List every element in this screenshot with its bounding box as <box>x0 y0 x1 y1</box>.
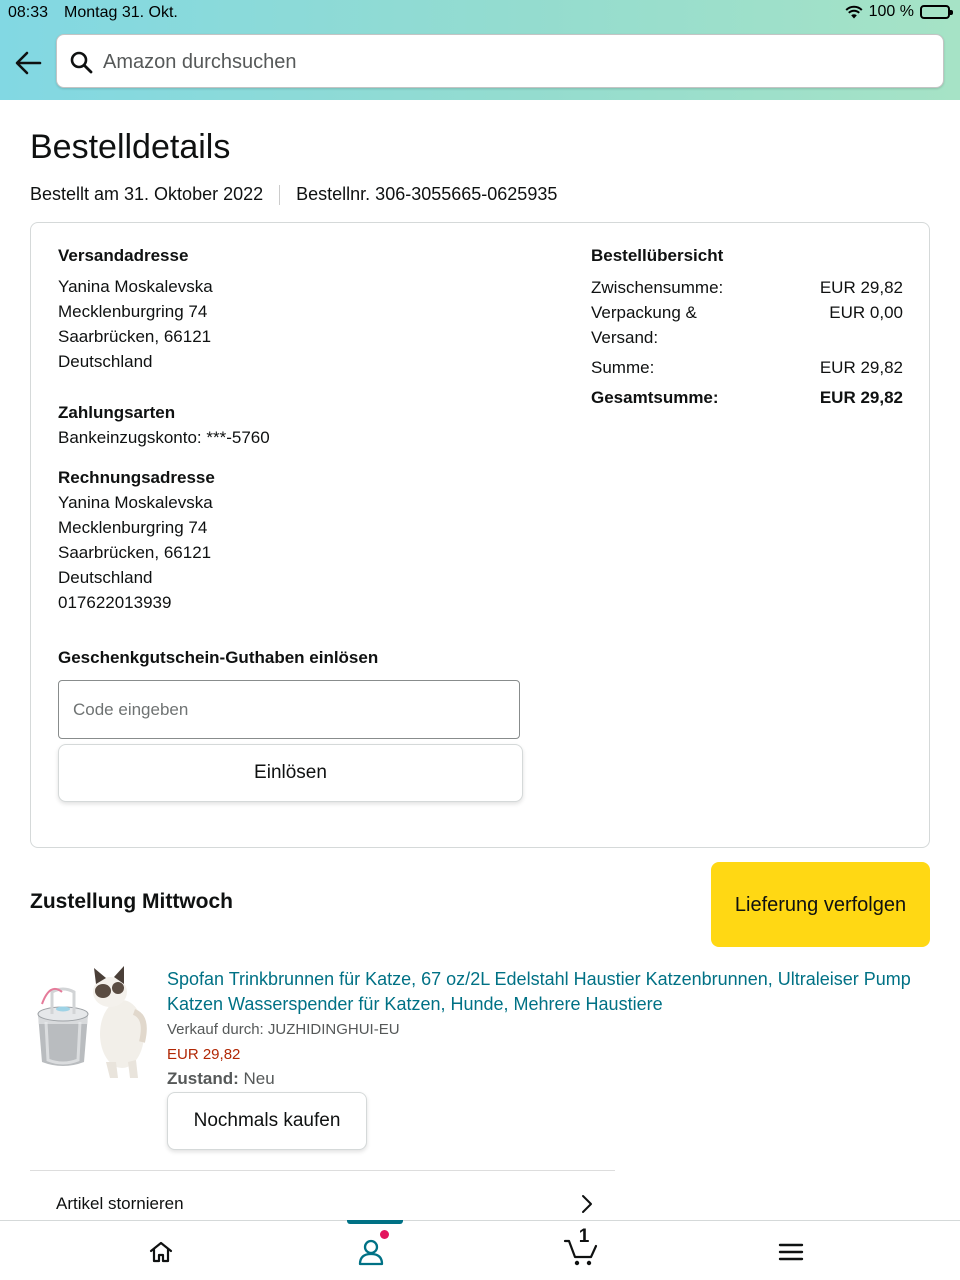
product-title-link[interactable]: Spofan Trinkbrunnen für Katze, 67 oz/2L Edelstahl Haustier Katzenbrunnen, Ultraleiser Pump Katzen Wasserspender für Katzen, Hunde, Mehrere Haustiere <box>167 969 911 1014</box>
wifi-icon <box>845 5 863 19</box>
summary-row-total <box>591 355 903 380</box>
delivery-title: Zustellung Mittwoch <box>30 890 233 913</box>
shipping-heading: Versandadresse <box>58 246 189 265</box>
search-bar[interactable] <box>56 34 944 88</box>
back-arrow-icon[interactable] <box>14 50 42 76</box>
bottom-navigation <box>0 1220 960 1280</box>
battery-percent: 100 % <box>868 3 914 20</box>
product-image[interactable] <box>30 962 152 1078</box>
summary-row-shipping <box>591 300 903 350</box>
billing-heading: Rechnungsadresse <box>58 468 215 487</box>
active-tab-indicator <box>347 1220 403 1224</box>
summary-row-subtotal <box>591 275 903 300</box>
condition-label: Zustand: <box>167 1069 239 1088</box>
home-icon <box>148 1240 174 1264</box>
buy-again-button[interactable]: Nochmals kaufen <box>167 1092 367 1150</box>
billing-line: Mecklenburgring 74 <box>58 518 208 537</box>
summary-heading: Bestellübersicht <box>591 246 724 265</box>
nav-account[interactable] <box>351 1235 391 1269</box>
cart-count: 1 <box>578 1226 590 1247</box>
summary-value: EUR 29,82 <box>819 358 903 377</box>
payment-method: Bankeinzugskonto: ***-5760 <box>58 428 270 447</box>
redeem-button[interactable]: Einlösen <box>58 744 523 802</box>
menu-icon <box>778 1241 804 1263</box>
summary-value: EUR 0,00 <box>829 303 903 322</box>
order-summary <box>591 245 903 410</box>
product-seller: Verkauf durch: JUZHIDINGHUI-EU <box>167 1021 400 1038</box>
summary-value: EUR 29,82 <box>819 388 903 407</box>
order-details-card <box>30 222 930 848</box>
battery-icon <box>920 5 950 19</box>
cancel-items-label: Artikel stornieren <box>56 1194 184 1213</box>
status-indicators <box>845 3 950 21</box>
summary-value: EUR 29,82 <box>819 278 903 297</box>
nav-home[interactable] <box>141 1235 181 1269</box>
billing-phone: 017622013939 <box>58 593 172 612</box>
status-date: Montag 31. Okt. <box>64 4 178 21</box>
top-header <box>0 0 960 100</box>
summary-label: Summe: <box>591 358 655 377</box>
gift-code-input[interactable] <box>58 680 520 739</box>
section-divider <box>30 1170 615 1171</box>
search-icon <box>69 50 93 74</box>
summary-row-grand-total <box>591 385 903 410</box>
billing-line: Yanina Moskalevska <box>58 493 213 512</box>
status-time: 08:33 <box>8 4 49 21</box>
cancel-items-row[interactable] <box>30 1186 600 1220</box>
summary-label: Verpackung & Versand: <box>591 303 697 347</box>
nav-menu[interactable] <box>771 1235 811 1269</box>
shipping-line: Mecklenburgring 74 <box>58 302 208 321</box>
condition-value: Neu <box>243 1069 275 1088</box>
shipping-line: Saarbrücken, 66121 <box>58 327 212 346</box>
order-number: Bestellnr. 306-3055665-0625935 <box>296 184 558 204</box>
page-title: Bestelldetails <box>30 128 231 166</box>
shipping-address <box>58 274 213 374</box>
search-input[interactable] <box>103 43 923 81</box>
order-meta <box>30 184 557 205</box>
order-date: Bestellt am 31. Oktober 2022 <box>30 184 264 204</box>
billing-line: Deutschland <box>58 568 153 587</box>
product-price: EUR 29,82 <box>167 1046 241 1063</box>
shipping-line: Deutschland <box>58 352 153 371</box>
product-condition <box>167 1069 275 1089</box>
meta-divider <box>279 185 280 205</box>
gift-card-heading: Geschenkgutschein-Guthaben einlösen <box>58 648 379 667</box>
status-bar <box>0 0 960 26</box>
account-icon <box>358 1238 384 1266</box>
summary-label: Gesamtsumme: <box>591 388 719 407</box>
billing-address <box>58 490 213 615</box>
shipping-line: Yanina Moskalevska <box>58 277 213 296</box>
track-package-button[interactable]: Lieferung verfolgen <box>711 862 930 947</box>
notification-dot <box>380 1230 389 1239</box>
payment-heading: Zahlungsarten <box>58 403 176 422</box>
summary-label: Zwischensumme: <box>591 278 724 297</box>
billing-line: Saarbrücken, 66121 <box>58 543 212 562</box>
chevron-right-icon <box>580 1194 594 1214</box>
